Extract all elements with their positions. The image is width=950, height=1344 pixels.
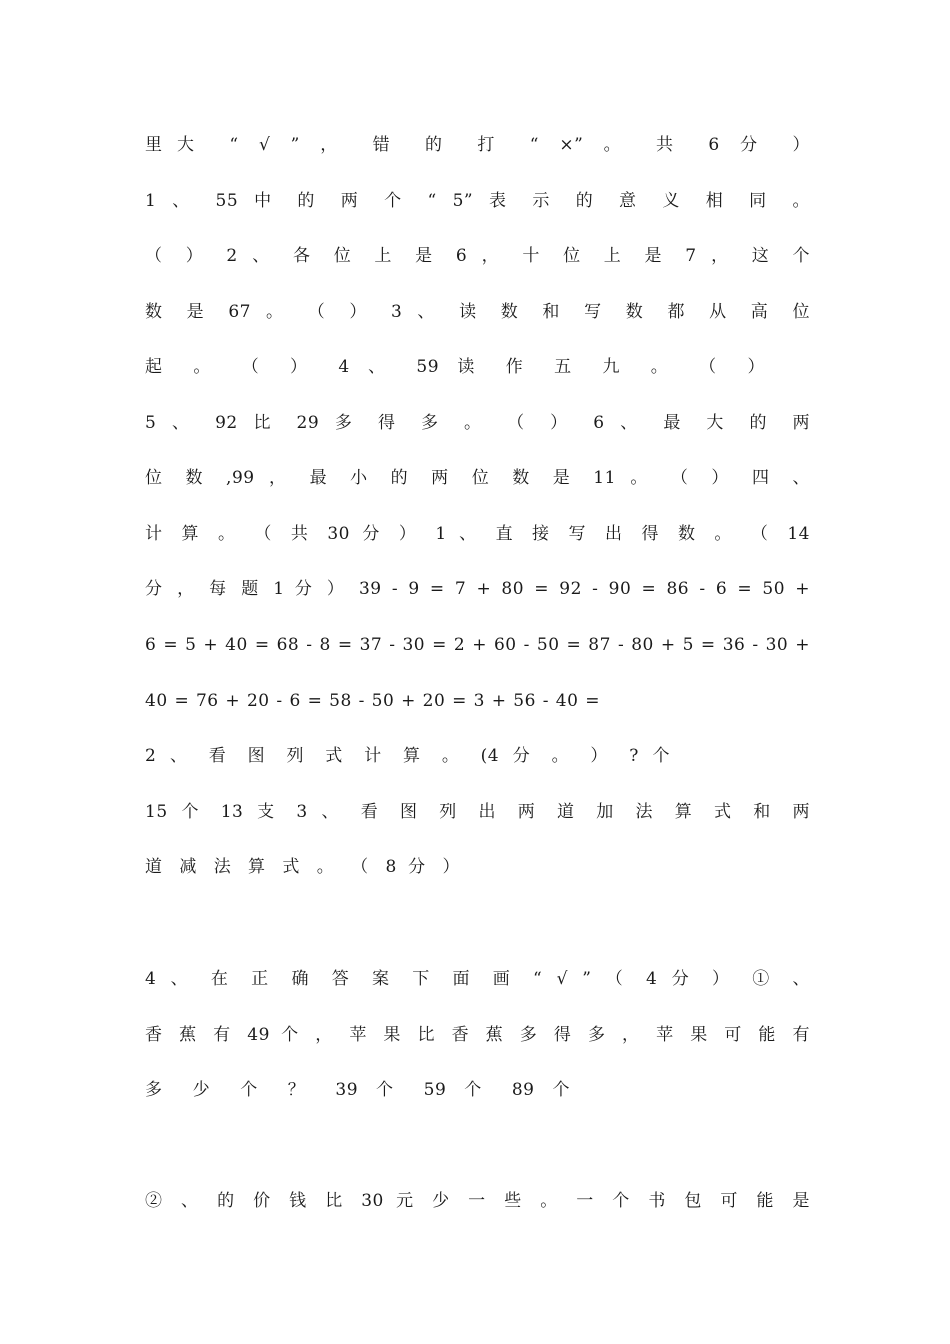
- text-line-11: 40 = 76 + 20 - 6 = 58 - 50 + 20 = 3 + 56 - 40 =: [145, 691, 600, 711]
- text-line-15: 4 、 在 正 确 答 案 下 面 画 “ √ ” （ 4 分 ） ① 、: [145, 969, 810, 989]
- text-line-8: 计 算 。 （ 共 30 分 ） 1 、 直 接 写 出 得 数 。 （ 14: [145, 524, 810, 544]
- text-line-7: 位 数 ,99 ， 最 小 的 两 位 数 是 11 。 （ ） 四 、: [145, 468, 810, 488]
- text-line-12: 2 、 看 图 列 式 计 算 。 (4 分 。 ） ? 个: [145, 746, 670, 766]
- text-line-6: 5 、 92 比 29 多 得 多 。 （ ） 6 、 最 大 的 两: [145, 413, 810, 433]
- text-line-10: 6 = 5 + 40 = 68 - 8 = 37 - 30 = 2 + 60 - 50 = 87 - 80 + 5 = 36 - 30 +: [145, 635, 810, 655]
- text-line-9: 分 ， 每 题 1 分 ） 39 - 9 = 7 + 80 = 92 - 90 = 86 - 6 = 50 +: [145, 579, 810, 599]
- text-line-4: 数 是 67 。 （ ） 3 、 读 数 和 写 数 都 从 高 位: [145, 302, 810, 322]
- text-line-17: 多 少 个 ？ 39 个 59 个 89 个: [145, 1080, 570, 1100]
- text-line-16: 香 蕉 有 49 个 ， 苹 果 比 香 蕉 多 得 多 ， 苹 果 可 能 有: [145, 1025, 810, 1045]
- text-line-14: 道 减 法 算 式 。 （ 8 分 ）: [145, 857, 460, 877]
- text-line-13: 15 个 13 支 3 、 看 图 列 出 两 道 加 法 算 式 和 两: [145, 802, 810, 822]
- text-line-3: （ ） 2 、 各 位 上 是 6 ， 十 位 上 是 7 ， 这 个: [145, 246, 810, 266]
- text-line-18: ② 、 的 价 钱 比 30 元 少 一 些 。 一 个 书 包 可 能 是: [145, 1191, 810, 1211]
- text-line-5: 起 。 （ ） 4 、 59 读 作 五 九 。 （ ）: [145, 357, 765, 377]
- text-line-1: 里大 “ √ ” ， 错 的 打 “ ×” 。 共 6 分 ）: [145, 135, 810, 155]
- text-line-2: 1 、 55 中 的 两 个 “ 5” 表 示 的 意 义 相 同 。: [145, 191, 810, 211]
